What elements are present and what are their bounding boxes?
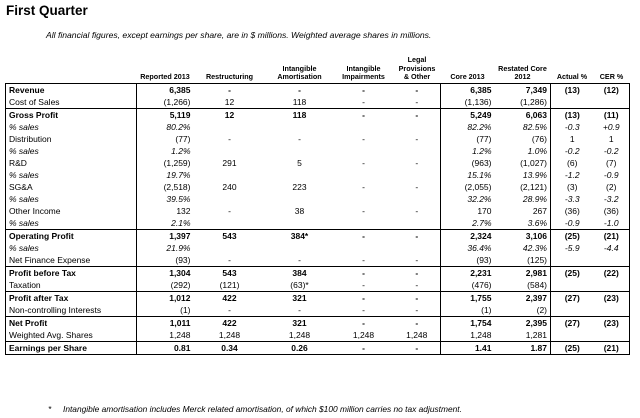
table-row [6, 145, 630, 157]
table-cell [266, 217, 334, 230]
table-row [6, 133, 630, 145]
table-cell: 28.9% [495, 193, 551, 205]
table-cell: 2,395 [495, 317, 551, 330]
table-cell: -3.2 [594, 193, 630, 205]
table-cell: - [362, 305, 365, 315]
table-cell: (7) [594, 157, 630, 169]
table-cell: 2,981 [495, 267, 551, 280]
table-cell: 321 [266, 317, 334, 330]
table-cell: (13) [551, 109, 594, 122]
table-cell [266, 242, 334, 254]
table-cell: (22) [594, 267, 630, 280]
table-cell: 39.5% [166, 194, 191, 204]
table-row [6, 181, 630, 193]
table-cell: (11) [594, 109, 630, 122]
table-cell [594, 329, 630, 342]
table-row [6, 121, 630, 133]
table-cell: 267 [495, 205, 551, 217]
table-cell: -0.3 [564, 122, 580, 132]
row-label: Profit before Tax [6, 267, 137, 280]
table-cell: - [394, 279, 441, 292]
table-cell: 1,011 [137, 317, 194, 330]
table-cell: 1,281 [495, 329, 551, 342]
table-cell: 0.34 [194, 342, 266, 355]
table-cell: 1,755 [441, 292, 495, 305]
table-cell: 0.81 [137, 342, 194, 355]
table-cell: (77) [476, 134, 492, 144]
page-subtitle: All financial figures, except earnings per share, are in $ millions. Weighted average shares in millions. [46, 30, 432, 40]
table-cell: 21.9% [166, 243, 191, 253]
table-cell: - [394, 267, 441, 280]
table-cell: 1,248 [218, 330, 241, 340]
table-cell: 32.2% [467, 194, 492, 204]
table-cell: 1,012 [137, 292, 194, 305]
table-cell: 13.9% [495, 169, 551, 181]
table-cell: - [362, 255, 365, 265]
table-row [6, 84, 630, 97]
table-cell: 321 [266, 292, 334, 305]
table-cell: (25) [551, 342, 594, 355]
table-row [6, 254, 630, 267]
table-cell: +0.9 [594, 121, 630, 133]
table-cell: - [334, 342, 394, 355]
table-cell: - [194, 84, 266, 97]
column-header: Intangible Impairments [334, 56, 394, 84]
table-cell [334, 217, 394, 230]
row-label: R&D [6, 157, 137, 169]
table-cell: - [334, 109, 394, 122]
table-cell [194, 145, 266, 157]
table-cell: - [298, 305, 301, 315]
table-cell: 1,397 [137, 230, 194, 243]
table-cell: (63)* [290, 280, 309, 290]
table-cell: 1.41 [441, 342, 495, 355]
table-cell: (1) [481, 305, 492, 315]
table-cell: -0.9 [564, 218, 580, 228]
table-cell: 6,385 [441, 84, 495, 97]
table-row [6, 292, 630, 305]
table-cell [551, 279, 594, 292]
table-cell: 19.7% [166, 170, 191, 180]
table-cell: 1,248 [288, 330, 311, 340]
table-cell: 3.6% [495, 217, 551, 230]
table-cell: (13) [551, 84, 594, 97]
table-cell: - [362, 280, 365, 290]
table-cell: 6,385 [137, 84, 194, 97]
table-cell: (1,286) [495, 96, 551, 109]
table-cell: 1,248 [169, 330, 191, 340]
table-cell: -1.0 [594, 217, 630, 230]
table-cell: 543 [194, 230, 266, 243]
table-cell: - [394, 342, 441, 355]
table-cell: 1.2% [472, 146, 492, 156]
table-cell: (2,518) [163, 182, 191, 192]
row-label: Earnings per Share [6, 342, 137, 355]
table-cell: (1,027) [495, 157, 551, 169]
table-cell: 0.26 [266, 342, 334, 355]
table-cell: (6) [567, 158, 578, 168]
table-cell: (292) [170, 280, 191, 290]
row-label: Taxation [6, 279, 137, 292]
table-cell [551, 254, 594, 267]
column-header: Reported 2013 [137, 56, 194, 84]
table-cell: - [394, 254, 441, 267]
table-cell: (25) [551, 267, 594, 280]
row-label: % sales [6, 217, 137, 230]
row-label: SG&A [6, 181, 137, 193]
table-cell: -1.2 [564, 170, 580, 180]
table-cell: (476) [471, 280, 492, 290]
table-cell [194, 121, 266, 133]
table-cell: 422 [194, 317, 266, 330]
table-cell: (23) [594, 317, 630, 330]
column-header: Intangible Amortisation [266, 56, 334, 84]
row-label: Net Profit [6, 317, 137, 330]
table-cell: 38 [294, 206, 305, 216]
table-cell: 2.7% [472, 218, 492, 228]
table-cell [551, 304, 594, 317]
table-cell: 1,304 [137, 267, 194, 280]
row-label: Non-controlling Interests [6, 304, 137, 317]
table-cell: 2,324 [441, 230, 495, 243]
table-cell [334, 169, 394, 181]
table-cell: - [394, 133, 441, 145]
table-cell: - [298, 134, 301, 144]
table-cell: 2,397 [495, 292, 551, 305]
table-cell: 2.1% [171, 218, 191, 228]
table-cell: 1.2% [171, 146, 191, 156]
table-cell: (3) [567, 182, 578, 192]
table-cell [594, 304, 630, 317]
table-cell: - [334, 317, 394, 330]
table-cell: 42.3% [495, 242, 551, 254]
table-cell [594, 96, 630, 109]
row-label: Revenue [6, 84, 137, 97]
row-label: Cost of Sales [6, 96, 137, 109]
row-label: % sales [6, 169, 137, 181]
table-cell: - [228, 255, 231, 265]
table-cell [266, 193, 334, 205]
table-cell: 1.0% [495, 145, 551, 157]
table-cell: - [394, 292, 441, 305]
table-cell: 1.87 [495, 342, 551, 355]
table-cell: 82.5% [495, 121, 551, 133]
table-cell: 132 [176, 206, 191, 216]
table-row [6, 242, 630, 254]
header-row [6, 56, 630, 84]
table-row [6, 267, 630, 280]
row-label: Other Income [6, 205, 137, 217]
footnote-marker: * [48, 404, 52, 414]
table-cell: 15.1% [467, 170, 492, 180]
table-cell [194, 169, 266, 181]
table-row [6, 230, 630, 243]
table-cell: - [394, 205, 441, 217]
table-cell: 1 [569, 134, 575, 144]
table-cell: (23) [594, 292, 630, 305]
table-cell: - [362, 206, 365, 216]
table-cell: 1,754 [441, 317, 495, 330]
table-cell: 240 [222, 182, 237, 192]
table-cell: 384 [266, 267, 334, 280]
table-cell: (1,136) [464, 97, 492, 107]
table-cell: 1,248 [470, 330, 492, 340]
row-label: Profit after Tax [6, 292, 137, 305]
table-row [6, 317, 630, 330]
table-cell: - [394, 109, 441, 122]
row-label: Gross Profit [6, 109, 137, 122]
table-cell: (2) [495, 304, 551, 317]
table-cell: (1,259) [163, 158, 191, 168]
table-cell: - [228, 134, 231, 144]
table-cell: (76) [495, 133, 551, 145]
financial-table [5, 56, 630, 355]
table-cell: (2) [594, 181, 630, 193]
table-cell: (93) [175, 255, 191, 265]
table-row [6, 329, 630, 342]
table-cell [266, 169, 334, 181]
table-cell: (2,121) [495, 181, 551, 193]
table-cell: 223 [292, 182, 307, 192]
table-cell: (12) [594, 84, 630, 97]
table-cell: - [334, 267, 394, 280]
table-cell: (25) [551, 230, 594, 243]
table-cell: 118 [266, 109, 334, 122]
table-cell: 5,119 [137, 109, 194, 122]
table-cell: - [334, 292, 394, 305]
table-cell [394, 169, 441, 181]
table-cell: (125) [495, 254, 551, 267]
page-title: First Quarter [6, 3, 88, 18]
table-cell: - [228, 206, 231, 216]
table-cell [394, 193, 441, 205]
column-header: Restated Core 2012 [495, 56, 551, 84]
table-cell [266, 121, 334, 133]
column-header: Legal Provisions & Other [394, 56, 441, 84]
table-cell: 422 [194, 292, 266, 305]
table-cell [594, 279, 630, 292]
table-cell [394, 145, 441, 157]
table-cell: (1,266) [163, 97, 191, 107]
table-cell: 5 [297, 158, 302, 168]
table-cell [194, 242, 266, 254]
table-cell: - [394, 317, 441, 330]
column-header: Restructuring [194, 56, 266, 84]
table-cell [266, 145, 334, 157]
table-cell: 80.2% [166, 122, 191, 132]
table-cell: 1,248 [352, 330, 375, 340]
table-cell: (21) [594, 230, 630, 243]
table-cell: (584) [495, 279, 551, 292]
table-row [6, 157, 630, 169]
table-cell: - [394, 157, 441, 169]
table-cell: 1 [594, 133, 630, 145]
table-row [6, 205, 630, 217]
table-cell [394, 242, 441, 254]
table-cell: - [394, 181, 441, 193]
table-cell: (77) [175, 134, 191, 144]
table-row [6, 169, 630, 181]
table-cell: (27) [551, 317, 594, 330]
table-row [6, 193, 630, 205]
table-cell: (93) [476, 255, 492, 265]
table-cell: (1) [180, 305, 191, 315]
table-cell: -0.2 [564, 146, 580, 156]
table-cell [334, 242, 394, 254]
table-row [6, 96, 630, 109]
table-cell: - [362, 134, 365, 144]
table-cell: 170 [477, 206, 492, 216]
table-cell [394, 217, 441, 230]
table-cell: - [394, 84, 441, 97]
table-cell: (121) [219, 280, 240, 290]
table-row [6, 217, 630, 230]
table-cell: 36.4% [467, 243, 492, 253]
table-cell [334, 145, 394, 157]
table-cell: - [334, 230, 394, 243]
table-cell: - [266, 84, 334, 97]
table-cell [551, 329, 594, 342]
row-label: Weighted Avg. Shares [6, 329, 137, 342]
table-cell: 2,231 [441, 267, 495, 280]
table-cell: 7,349 [495, 84, 551, 97]
table-cell [334, 193, 394, 205]
table-cell: - [394, 96, 441, 109]
table-cell: 5,249 [441, 109, 495, 122]
table-cell [394, 121, 441, 133]
table-cell: - [362, 158, 365, 168]
table-cell: 1,248 [394, 329, 441, 342]
table-cell: 82.2% [467, 122, 492, 132]
table-cell: 543 [194, 267, 266, 280]
table-cell: 291 [222, 158, 237, 168]
table-row [6, 304, 630, 317]
table-cell: (36) [594, 205, 630, 217]
table-cell: -4.4 [594, 242, 630, 254]
table-cell: -0.9 [594, 169, 630, 181]
table-cell: (36) [564, 206, 580, 216]
table-cell: (27) [551, 292, 594, 305]
table-cell: - [362, 182, 365, 192]
column-header: CER % [594, 56, 630, 84]
table-cell: (2,055) [464, 182, 492, 192]
row-label: % sales [6, 145, 137, 157]
table-cell: 118 [292, 97, 307, 107]
row-label: % sales [6, 193, 137, 205]
table-cell [194, 193, 266, 205]
table-cell: (963) [471, 158, 492, 168]
table-cell: - [394, 304, 441, 317]
table-cell: 3,106 [495, 230, 551, 243]
column-header: Actual % [551, 56, 594, 84]
table-cell: - [334, 84, 394, 97]
table-row [6, 279, 630, 292]
table-cell: - [394, 230, 441, 243]
table-row [6, 109, 630, 122]
table-cell: - [228, 305, 231, 315]
footnote-text: Intangible amortisation includes Merck related amortisation, of which $100 million carries no tax adjustment. [63, 404, 462, 414]
row-label: % sales [6, 242, 137, 254]
table-cell: (21) [594, 342, 630, 355]
table-cell: -3.3 [564, 194, 580, 204]
table-cell: -5.9 [564, 243, 580, 253]
table-cell [334, 121, 394, 133]
row-label: Operating Profit [6, 230, 137, 243]
table-row [6, 342, 630, 355]
table-cell [194, 217, 266, 230]
row-label: Distribution [6, 133, 137, 145]
table-cell: 12 [194, 109, 266, 122]
row-label: Net Finance Expense [6, 254, 137, 267]
table-cell: 6,063 [495, 109, 551, 122]
table-cell [551, 96, 594, 109]
table-cell: - [298, 255, 301, 265]
table-cell: -0.2 [594, 145, 630, 157]
column-header: Core 2013 [441, 56, 495, 84]
row-label: % sales [6, 121, 137, 133]
table-cell: - [362, 97, 365, 107]
table-cell: 384* [266, 230, 334, 243]
table-cell: 12 [224, 97, 235, 107]
table-cell [594, 254, 630, 267]
